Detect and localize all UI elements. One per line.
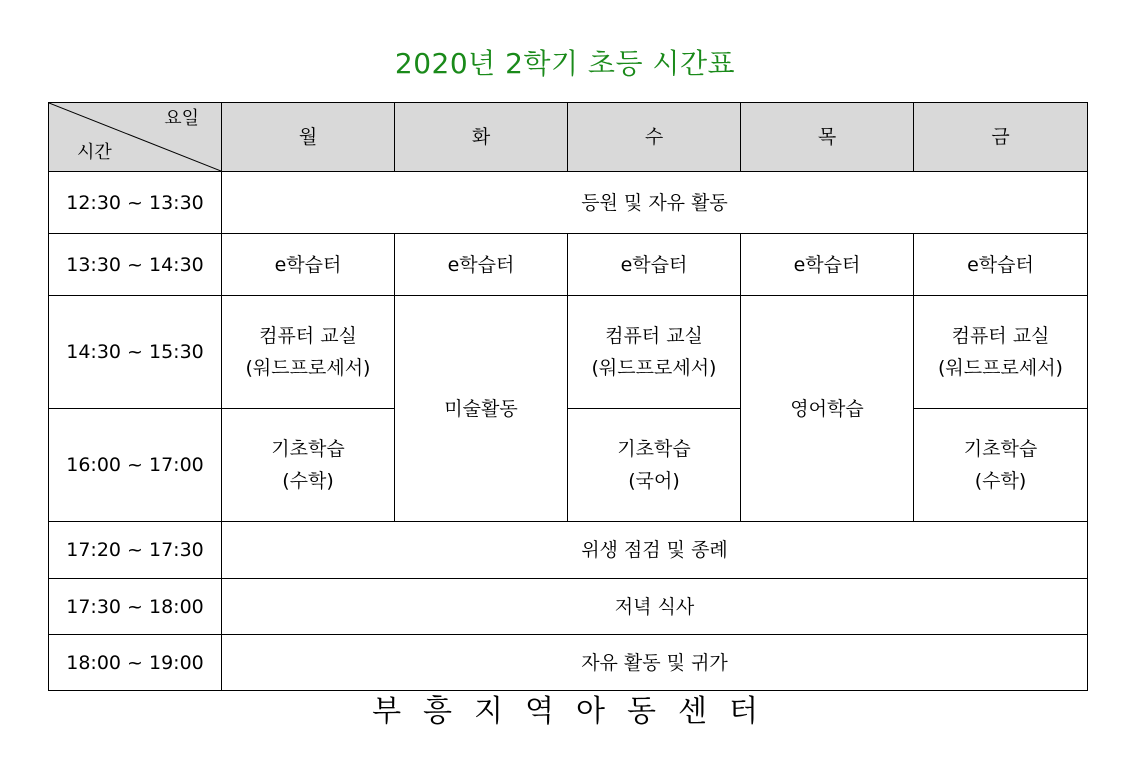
page-title: 2020년 2학기 초등 시간표: [394, 47, 736, 80]
day-axis-label: 요일: [164, 108, 199, 129]
schedule-cell: 영어학습: [741, 296, 914, 522]
timetable: [48, 102, 1088, 691]
table-row: [49, 234, 1088, 296]
day-header-mon: 월: [222, 103, 395, 172]
schedule-cell: [914, 409, 1088, 522]
day-header-tue: 화: [395, 103, 568, 172]
schedule-cell: 위생 점검 및 종례: [222, 522, 1088, 579]
cell-line: 컴퓨터 교실: [951, 325, 1050, 347]
cell-line: 컴퓨터 교실: [259, 325, 357, 347]
day-header-thu: 목: [741, 103, 914, 172]
cell-line: 기초학습: [271, 438, 345, 460]
schedule-cell: [568, 296, 741, 409]
time-cell: 12:30 ~ 13:30: [49, 172, 222, 234]
schedule-cell: [568, 409, 741, 522]
schedule-cell: 등원 및 자유 활동: [222, 172, 1088, 234]
table-row: [49, 296, 1088, 409]
cell-line: (워드프로세서): [938, 357, 1063, 379]
time-cell: 16:00 ~ 17:00: [49, 409, 222, 522]
cell-line: (수학): [974, 470, 1027, 492]
table-row: [49, 579, 1088, 635]
table-row: [49, 522, 1088, 579]
schedule-cell: e학습터: [395, 234, 568, 296]
cell-line: 기초학습: [617, 438, 691, 460]
schedule-cell: e학습터: [914, 234, 1088, 296]
cell-line: (수학): [282, 470, 334, 492]
schedule-cell: 저녁 식사: [222, 579, 1088, 635]
table-row: [49, 635, 1088, 691]
time-cell: 13:30 ~ 14:30: [49, 234, 222, 296]
center-name-footer: 부흥지역아동센터: [372, 694, 780, 729]
cell-line: 기초학습: [963, 438, 1038, 460]
schedule-cell: e학습터: [568, 234, 741, 296]
schedule-cell: e학습터: [741, 234, 914, 296]
table-row: [49, 172, 1088, 234]
schedule-cell: [222, 296, 395, 409]
schedule-cell: [914, 296, 1088, 409]
schedule-cell: e학습터: [222, 234, 395, 296]
schedule-cell: 자유 활동 및 귀가: [222, 635, 1088, 691]
corner-cell: [49, 103, 222, 172]
day-header-wed: 수: [568, 103, 741, 172]
schedule-cell: [222, 409, 395, 522]
table-row: [49, 409, 1088, 522]
cell-line: 컴퓨터 교실: [605, 325, 703, 347]
cell-line: (국어): [628, 470, 680, 492]
schedule-cell: 미술활동: [395, 296, 568, 522]
time-axis-label: 시간: [77, 142, 112, 163]
time-cell: 14:30 ~ 15:30: [49, 296, 222, 409]
day-header-fri: 금: [914, 103, 1088, 172]
time-cell: 17:30 ~ 18:00: [49, 579, 222, 635]
cell-line: (워드프로세서): [591, 357, 717, 379]
header-row: [49, 103, 1088, 172]
time-cell: 17:20 ~ 17:30: [49, 522, 222, 579]
time-cell: 18:00 ~ 19:00: [49, 635, 222, 691]
cell-line: (워드프로세서): [245, 357, 371, 379]
